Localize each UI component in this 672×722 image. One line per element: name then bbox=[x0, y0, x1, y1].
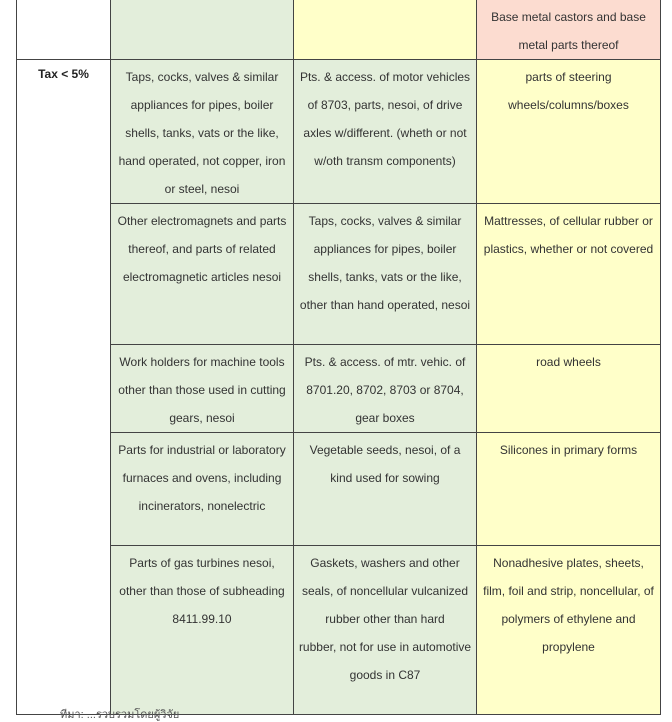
table-cell-col3: parts of steering wheels/columns/boxes bbox=[477, 60, 661, 204]
tariff-table bbox=[16, 0, 661, 715]
source-note: ที่มา: ...รวบรวมโดยผู้วิจัย bbox=[60, 709, 180, 721]
table-cell-text: Gaskets, washers and other seals, of noncellular vulcanized rubber other than hard bbox=[301, 556, 469, 626]
table-cell-text-continued: rubber, not for use in automotive goods in C87 bbox=[298, 640, 472, 682]
table-row bbox=[17, 0, 661, 60]
table-cell-col1: Taps, cocks, valves & similar appliances for pipes, boiler shells, tanks, vats or the like, hand operated, not copper, iron or steel, nesoi bbox=[111, 60, 294, 204]
table-cell-col3: Mattresses, of cellular rubber or plastics, whether or not covered bbox=[477, 204, 661, 345]
table-cell-col2: Pts. & access. of motor vehicles of 8703, parts, nesoi, of drive axles w/different. (wheth or not w/oth transm components) bbox=[294, 60, 477, 204]
table-row bbox=[17, 433, 661, 546]
table-row bbox=[17, 345, 661, 433]
top-row-col1-cell bbox=[111, 0, 294, 60]
table-cell-col1: Parts of gas turbines nesoi, other than those of subheading 8411.99.10 bbox=[111, 546, 294, 715]
table-cell-col3: road wheels bbox=[477, 345, 661, 433]
top-row-label-cell bbox=[17, 0, 111, 60]
table-row bbox=[17, 204, 661, 345]
table-cell-col2: Pts. & access. of mtr. vehic. of 8701.20, 8702, 8703 or 8704, gear boxes bbox=[294, 345, 477, 433]
table-row bbox=[17, 60, 661, 204]
table-cell-col2: Taps, cocks, valves & similar appliances for pipes, boiler shells, tanks, vats or the like, other than hand operated, nesoi bbox=[294, 204, 477, 345]
table-cell-col3: Nonadhesive plates, sheets, film, foil and strip, noncellular, of polymers of ethylene and propylene bbox=[477, 546, 661, 715]
table-cell-col1: Parts for industrial or laboratory furnaces and ovens, including incinerators, nonelectric bbox=[111, 433, 294, 546]
table-cell-col1: Other electromagnets and parts thereof, and parts of related electromagnetic articles nesoi bbox=[111, 204, 294, 345]
table-row bbox=[17, 546, 661, 715]
top-row-col2-cell bbox=[294, 0, 477, 60]
table-cell-col2 bbox=[294, 546, 477, 715]
table-cell-col1: Work holders for machine tools other than those used in cutting gears, nesoi bbox=[111, 345, 294, 433]
table-cell-col3: Silicones in primary forms bbox=[477, 433, 661, 546]
table-cell-col2: Vegetable seeds, nesoi, of a kind used for sowing bbox=[294, 433, 477, 546]
tax-category-label: Tax < 5% bbox=[17, 60, 111, 715]
top-row-col3-cell: Base metal castors and base metal parts thereof bbox=[477, 0, 661, 60]
